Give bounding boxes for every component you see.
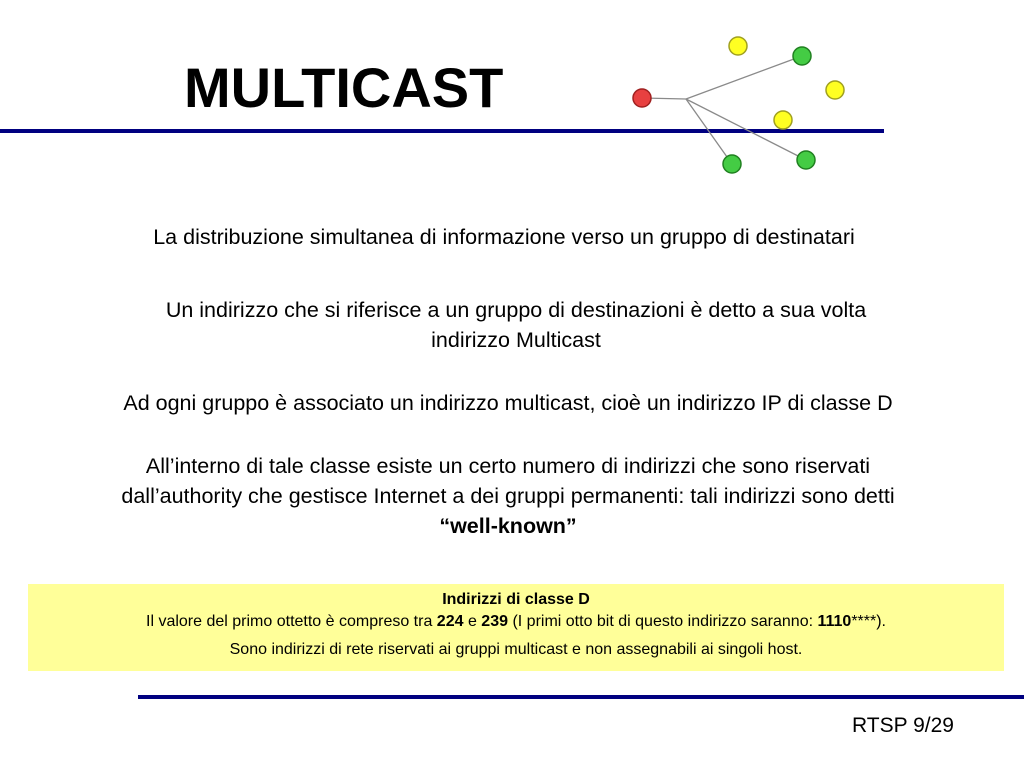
bits-intro-text: (I primi otto bit di questo indirizzo saranno:	[508, 613, 818, 630]
network-link	[686, 99, 806, 160]
reserved-paragraph	[0, 451, 1016, 541]
range-start-value: 224	[436, 613, 464, 630]
network-link	[686, 56, 802, 99]
slide-title: MULTICAST	[184, 56, 504, 119]
network-link	[686, 99, 732, 164]
member-node	[797, 151, 815, 169]
source-node	[633, 89, 651, 107]
leading-bits-value: 1110	[817, 613, 852, 630]
address-line-2: indirizzo Multicast	[431, 328, 601, 352]
page-number: RTSP 9/29	[852, 714, 954, 737]
bits-suffix-text: ****).	[851, 613, 886, 630]
member-node	[793, 47, 811, 65]
reserved-line-1: All’interno di tale classe esiste un certo numero di indirizzi che sono riservati	[145, 454, 871, 478]
class-d-info-box	[28, 584, 1004, 671]
member-node	[729, 37, 747, 55]
info-box-line-2: Sono indirizzi di rete riservati ai gruppi multicast e non assegnabili ai singoli host.	[229, 641, 803, 658]
address-paragraph	[36, 295, 996, 355]
member-node	[774, 111, 792, 129]
group-paragraph: Ad ogni gruppo è associato un indirizzo multicast, cioè un indirizzo IP di classe D	[123, 391, 893, 415]
member-node	[826, 81, 844, 99]
reserved-line-2: dall’authority che gestisce Internet a dei gruppi permanenti: tali indirizzi sono detti	[121, 484, 895, 508]
info-box-line-1	[28, 611, 1004, 633]
well-known-keyword: “well-known”	[439, 514, 577, 538]
member-node	[723, 155, 741, 173]
octet-range-text: Il valore del primo ottetto è compreso tra	[146, 613, 437, 630]
intro-text: La distribuzione simultanea di informazione verso un gruppo di destinatari	[153, 225, 855, 249]
range-conjunction: e	[463, 613, 482, 630]
footer-rule	[138, 695, 1024, 699]
info-box-title: Indirizzi di classe D	[442, 591, 590, 608]
address-line-1: Un indirizzo che si riferisce a un gruppo di destinazioni è detto a sua volta	[165, 298, 867, 322]
multicast-network-illustration	[620, 28, 860, 188]
range-end-value: 239	[481, 613, 508, 630]
